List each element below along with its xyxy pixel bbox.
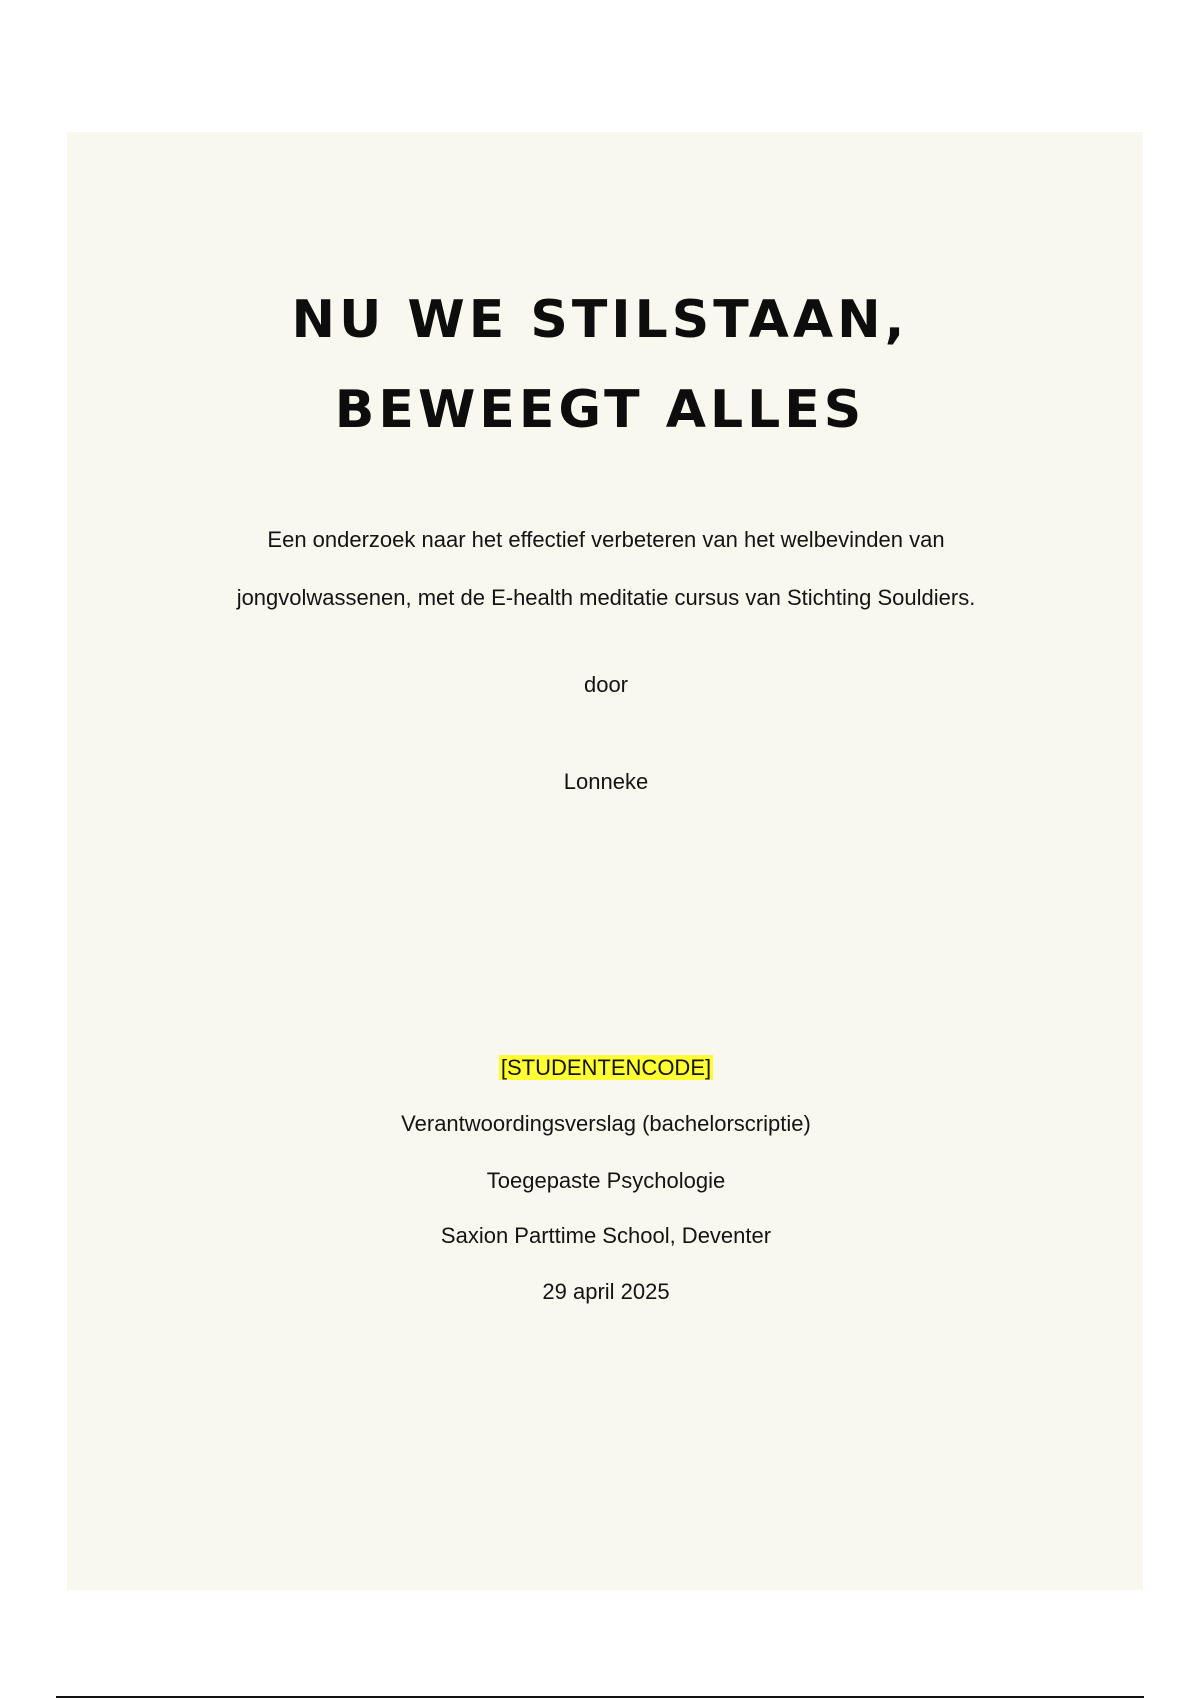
author-name: Lonneke — [563, 769, 649, 794]
subtitle-line-1: Een onderzoek naar het effectief verbeteren van het welbevinden van — [267, 527, 945, 552]
report-date: 29 april 2025 — [542, 1279, 670, 1304]
bottom-divider — [56, 1696, 1144, 1698]
student-code: [STUDENTENCODE] — [500, 1055, 712, 1080]
subtitle-line-2: jongvolwassenen, met de E-health meditatie cursus van Stichting Souldiers. — [236, 585, 976, 610]
title-line-1: NU WE STILSTAAN, — [291, 290, 909, 350]
school-name: Saxion Parttime School, Deventer — [440, 1223, 772, 1248]
report-type: Verantwoordingsverslag (bachelorscriptie) — [401, 1111, 811, 1136]
title-line-2: BEWEEGT ALLES — [334, 380, 866, 440]
student-code-line — [0, 1053, 1200, 1083]
by-label: door — [583, 672, 629, 697]
study-program: Toegepaste Psychologie — [486, 1168, 726, 1193]
